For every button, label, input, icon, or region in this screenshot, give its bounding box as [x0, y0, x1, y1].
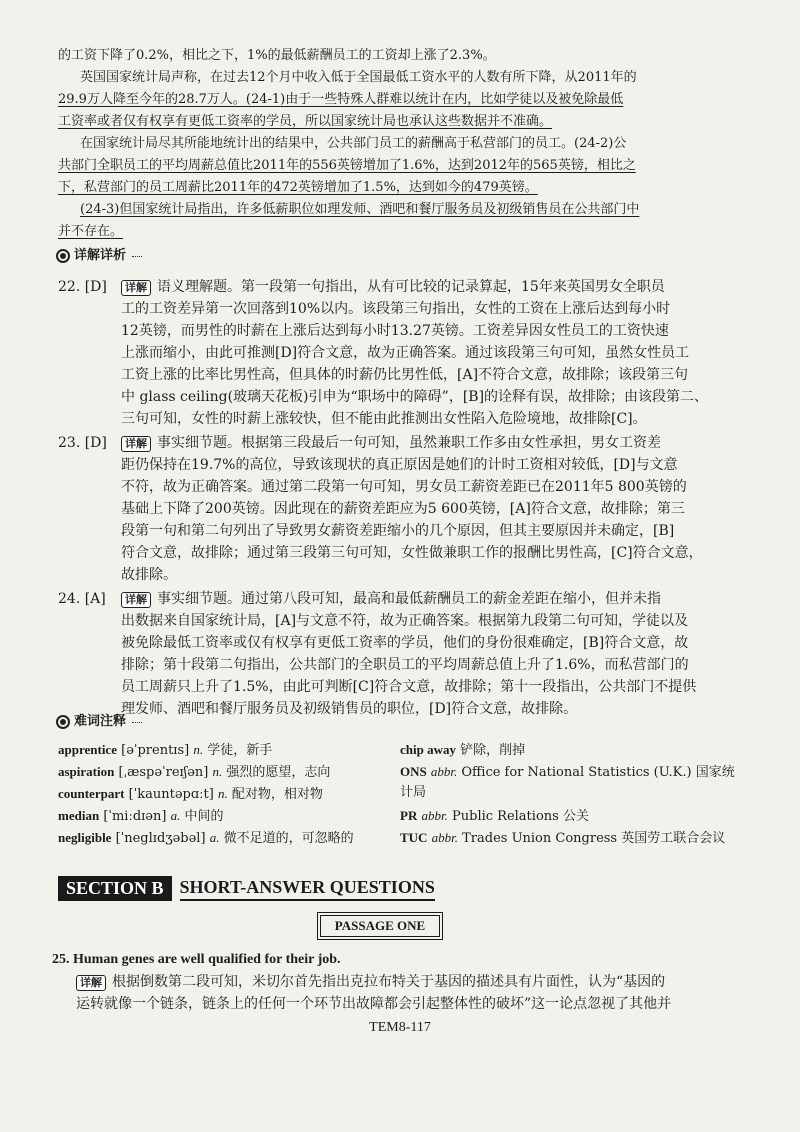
answer-text-line: 运转就像一个链条，链条上的任何一个环节出故障都会引起整体性的破坏”这一论点忽视了其他并 [76, 996, 672, 1012]
vocab-pos: n. [212, 764, 223, 779]
bullet-icon [56, 715, 70, 729]
passage-line: 工资率或者仅有权享有更低工资率的学员，所以国家统计局也承认这些数据并不准确。 [58, 114, 553, 129]
answer-text-line: 基础上下降了200英镑。因此现在的薪资差距应为5 600英镑，[A]符合文意，故排除；第三 [121, 501, 685, 517]
page-number: TEM8-117 [369, 1020, 431, 1035]
answer-number [58, 432, 107, 454]
vocab-pos: n. [193, 742, 204, 757]
answer-index: 24. [58, 591, 81, 607]
answer-text-line: 工的工资差异第一次回落到10%以内。该段第三句指出，女性的工资在上涨后达到每小时 [121, 301, 671, 317]
passage-line: 在国家统计局尽其所能地统计出的结果中，公共部门员工的薪酬高于私营部门的员工。(24-2)公 [80, 136, 627, 151]
passage-line: 29.9万人降至今年的28.7万人。(24-1)由于一些特殊人群难以统计在内，比如学徒以及被免除最低 [58, 92, 624, 107]
passage-label: PASSAGE ONE [320, 915, 440, 937]
vocab-meaning: 铲除，削掉 [460, 743, 526, 758]
vocab-ipa: [ˈneglɪdʒəbəl] [115, 831, 206, 846]
answer-text-line: 三句可知，女性的时薪上涨较快，但不能由此推测出女性陷入危险境地，故排除[C]。 [121, 411, 647, 427]
vocab-meaning: 强烈的愿望，志向 [226, 765, 331, 780]
vocab-ipa: [ˌæspəˈreɪʃən] [118, 765, 209, 780]
answer-choice: [D] [84, 279, 107, 295]
vocab-word: counterpart [58, 786, 125, 801]
bullet-icon [56, 249, 70, 263]
answer-text-line: 距仍保持在19.7%的高位，导致该现状的真正原因是她们的计时工资相对较低，[D]与文意 [121, 457, 678, 473]
answer-line-text: 根据倒数第二段可知，米切尔首先指出克拉布特关于基因的描述具有片面性，认为“基因的 [112, 974, 666, 990]
heading-rule [132, 256, 142, 257]
answer-index: 22. [58, 279, 81, 295]
vocab-entry [58, 740, 272, 761]
answer-text-line [76, 972, 740, 992]
answer-text-line: 员工周薪只上升了1.5%，由此可判断[C]符合文意，故排除；第十一段指出，公共部门不提供 [121, 679, 697, 695]
vocab-entry [58, 762, 330, 783]
vocab-entry [58, 828, 378, 849]
vocab-pos: abbr. [431, 830, 458, 845]
answer-text-line: 排除；第十段第二句指出，公共部门的全职员工的平均周薪总值上升了1.6%，而私营部门的 [121, 657, 689, 673]
answer-text-line: 理发师、酒吧和餐厅服务员及初级销售员的职位，[D]符合文意，故排除。 [121, 701, 578, 717]
passage-line: 下，私营部门的员工周薪比2011年的472英镑增加了1.5%，达到如今的479英镑。 [58, 180, 538, 195]
answer-text-line [121, 276, 741, 298]
passage-line: 并不存在。 [58, 224, 124, 239]
passage-line: 英国国家统计局声称，在过去12个月中收入低于全国最低工资水平的人数有所下降，从2011年的 [80, 70, 637, 85]
answer-text-line: 不符，故为正确答案。通过第二段第一句可知，男女员工薪资差距已在2011年5 800英镑的 [121, 479, 687, 495]
answer-text-line: 12英镑，而男性的时薪在上涨后达到每小时13.27英镑。工资差异因女性员工的工资快速 [121, 323, 669, 339]
vocab-word: PR [400, 808, 418, 823]
vocab-word: apprentice [58, 742, 117, 757]
vocab-heading-text: 难词注释 [74, 714, 127, 729]
answer-index: 23. [58, 435, 81, 451]
answer-text-line: 段第一句和第二句列出了导致男女薪资差距缩小的几个原因，但其主要原因并未确定，[B] [121, 523, 675, 539]
section-b-header [58, 876, 435, 901]
question-text: Human genes are well qualified for their job. [73, 952, 341, 967]
passage-line: 的工资下降了0.2%，相比之下，1%的最低薪酬员工的工资却上涨了2.3%。 [58, 48, 496, 63]
detail-badge: 详解 [76, 975, 106, 991]
question-25 [52, 950, 728, 970]
answer-text-line: 被免除最低工资率或仅有权享有更低工资率的学员，他们的身份很难确定，[B]符合文意，故 [121, 635, 689, 651]
vocab-pos: abbr. [430, 764, 458, 779]
vocab-pos: a. [170, 808, 181, 823]
answer-text-line: 中 glass ceiling(玻璃天花板)引申为“职场中的障碍”，[B]的诠释有误，故排除；由该段第二、 [121, 389, 709, 405]
answer-text-line [121, 432, 741, 454]
vocab-word: TUC [400, 830, 428, 845]
vocab-word: aspiration [58, 764, 115, 779]
vocab-meaning: 配对物，相对物 [231, 787, 323, 802]
passage-line: 共部门全职员工的平均周薪总值比2011年的556英镑增加了1.6%，达到2012年的565英镑，相比之 [58, 158, 636, 173]
answer-text-line: 上涨而缩小，由此可推测[D]符合文意，故为正确答案。通过该段第三句可知，虽然女性员工 [121, 345, 690, 361]
vocab-heading [56, 712, 142, 732]
vocab-ipa: [əˈprentɪs] [121, 743, 190, 758]
vocab-ipa: [ˈmiːdɪən] [103, 809, 167, 824]
vocab-word: negligible [58, 830, 112, 845]
detail-badge: 详解 [121, 280, 151, 296]
answer-line-text: 事实细节题。根据第三段最后一句可知，虽然兼职工作多由女性承担，男女工资差 [157, 435, 661, 451]
vocab-word: ONS [400, 764, 427, 779]
section-label: SECTION B [58, 876, 172, 901]
vocab-meaning: Public Relations 公关 [452, 809, 589, 824]
vocab-meaning: 微不足道的，可忽略的 [223, 831, 354, 846]
vocab-word: median [58, 808, 100, 823]
detail-heading-text: 详解详析 [74, 248, 127, 263]
vocab-pos: abbr. [421, 808, 448, 823]
vocab-meaning: Office for National Statistics (U.K.) 国家统计局 [400, 765, 735, 800]
answer-number [58, 276, 107, 298]
vocab-entry [400, 762, 740, 803]
answer-text-line: 工资上涨的比率比男性高，但具体的时薪仍比男性低，[A]不符合文意，故排除；该段第三句 [121, 367, 689, 383]
vocab-word: chip away [400, 742, 456, 757]
answer-line-text: 语义理解题。第一段第一句指出，从有可比较的记录算起，15年来英国男女全职员 [157, 279, 665, 295]
vocab-meaning: 学徒，新手 [207, 743, 273, 758]
section-title: SHORT-ANSWER QUESTIONS [180, 877, 435, 901]
vocab-entry [400, 740, 525, 761]
vocab-pos: a. [209, 830, 220, 845]
vocab-pos: n. [217, 786, 228, 801]
detail-badge: 详解 [121, 436, 151, 452]
detail-badge: 详解 [121, 592, 151, 608]
answer-text-line [121, 588, 741, 610]
answer-number [58, 588, 106, 610]
answer-line-text: 事实细节题。通过第八段可知，最高和最低薪酬员工的薪金差距在缩小，但并未指 [157, 591, 661, 607]
answer-text-line: 符合文意，故排除；通过第三段第三句可知，女性做兼职工作的报酬比男性高，[C]符合文意， [121, 545, 703, 561]
vocab-meaning: 中间的 [184, 809, 224, 824]
answer-text-line: 故排除。 [121, 567, 177, 583]
vocab-entry [400, 828, 740, 849]
vocab-ipa: [ˈkauntəpɑːt] [128, 787, 214, 802]
passage-line: (24-3)但国家统计局指出，许多低薪职位如理发师、酒吧和餐厅服务员及初级销售员在公共部门中 [80, 202, 640, 217]
answer-choice: [D] [84, 435, 107, 451]
question-number: 25. [52, 952, 70, 967]
vocab-entry [58, 784, 323, 805]
vocab-meaning: Trades Union Congress 英国劳工联合会议 [462, 831, 726, 846]
heading-rule [132, 722, 142, 723]
answer-text-line: 出数据来自国家统计局，[A]与文意不符，故为正确答案。根据第九段第二句可知，学徒以及 [121, 613, 689, 629]
answer-choice: [A] [84, 591, 106, 607]
vocab-entry [58, 806, 224, 827]
detail-heading [56, 246, 142, 266]
vocab-entry [400, 806, 589, 827]
